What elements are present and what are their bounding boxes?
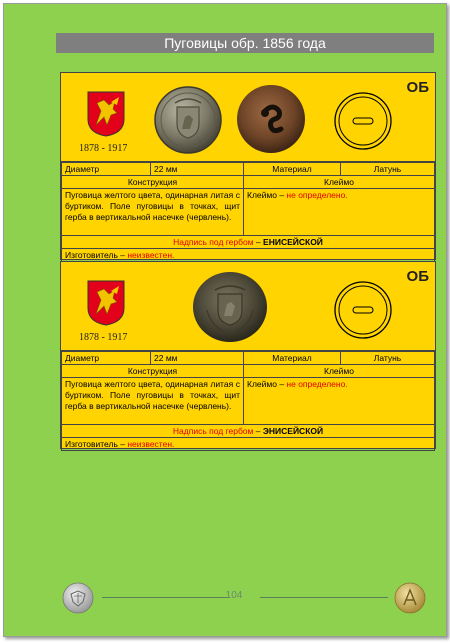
construction-header: Конструкция <box>62 365 244 378</box>
gold-coin-icon <box>394 582 426 614</box>
construction-description: Пуговица желтого цвета, одинарная литая с буртиком. Поле пуговицы в точках, щит герба в вертикальной насечке (червлень). <box>62 378 244 425</box>
diameter-label: Диаметр <box>62 163 151 176</box>
construction-description: Пуговица желтого цвета, одинарная литая с буртиком. Поле пуговицы в точках, щит герба в вертикальной насечке (червлень). <box>62 189 244 236</box>
caption-dash: – <box>253 426 263 436</box>
stamp-prefix: Клеймо – <box>247 379 287 389</box>
maker-prefix: Изготовитель – <box>65 439 128 449</box>
page-number: 104 <box>225 590 243 601</box>
photo-row <box>61 73 435 162</box>
diameter-value: 22 мм <box>151 352 244 365</box>
page <box>3 3 447 637</box>
stamp-cell <box>244 189 435 236</box>
button-card-1 <box>60 72 436 260</box>
years-label: 1878 - 1917 <box>79 332 128 343</box>
caption-value: ЕНИСЕЙСКОЙ <box>263 237 323 247</box>
button-diagram-icon <box>333 280 393 340</box>
side-label: ОБ <box>406 79 429 96</box>
maker-value: неизвестен. <box>127 439 175 449</box>
caption-value: ЭНИСЕЙСКОЙ <box>262 426 324 436</box>
diameter-label: Диаметр <box>62 352 151 365</box>
coat-of-arms-icon <box>87 280 125 326</box>
page-title: Пуговицы обр. 1856 года <box>56 33 434 53</box>
maker-row <box>62 249 435 262</box>
maker-row <box>62 438 435 451</box>
construction-header: Конструкция <box>62 176 244 189</box>
button-card-2 <box>60 261 436 449</box>
caption-prefix: Надпись под гербом <box>173 237 254 247</box>
footer-line-left <box>102 597 230 598</box>
coat-of-arms-icon <box>87 91 125 137</box>
caption-row <box>62 236 435 249</box>
silver-coin-icon <box>62 582 94 614</box>
years-label: 1878 - 1917 <box>79 143 128 154</box>
stamp-value: не определено. <box>286 190 348 200</box>
caption-dash: – <box>253 237 264 247</box>
stamp-header: Клеймо <box>244 176 435 189</box>
button-diagram-icon <box>333 91 393 151</box>
button-front-photo <box>153 85 223 155</box>
material-value: Латунь <box>341 163 435 176</box>
button-front-photo <box>191 270 269 344</box>
info-table <box>61 351 435 451</box>
side-label: ОБ <box>406 268 429 285</box>
maker-value: неизвестен. <box>127 250 175 260</box>
stamp-cell <box>244 378 435 425</box>
caption-prefix: Надпись под гербом <box>172 426 254 436</box>
diameter-value: 22 мм <box>151 163 244 176</box>
info-table <box>61 162 435 262</box>
material-label: Материал <box>244 163 341 176</box>
stamp-header: Клеймо <box>244 365 435 378</box>
button-back-photo <box>235 83 307 155</box>
maker-prefix: Изготовитель – <box>65 250 128 260</box>
caption-row <box>62 425 435 438</box>
stamp-prefix: Клеймо – <box>247 190 287 200</box>
stamp-value: не определено. <box>286 379 348 389</box>
material-label: Материал <box>244 352 341 365</box>
material-value: Латунь <box>341 352 435 365</box>
photo-row <box>61 262 435 351</box>
footer-line-right <box>260 597 388 598</box>
